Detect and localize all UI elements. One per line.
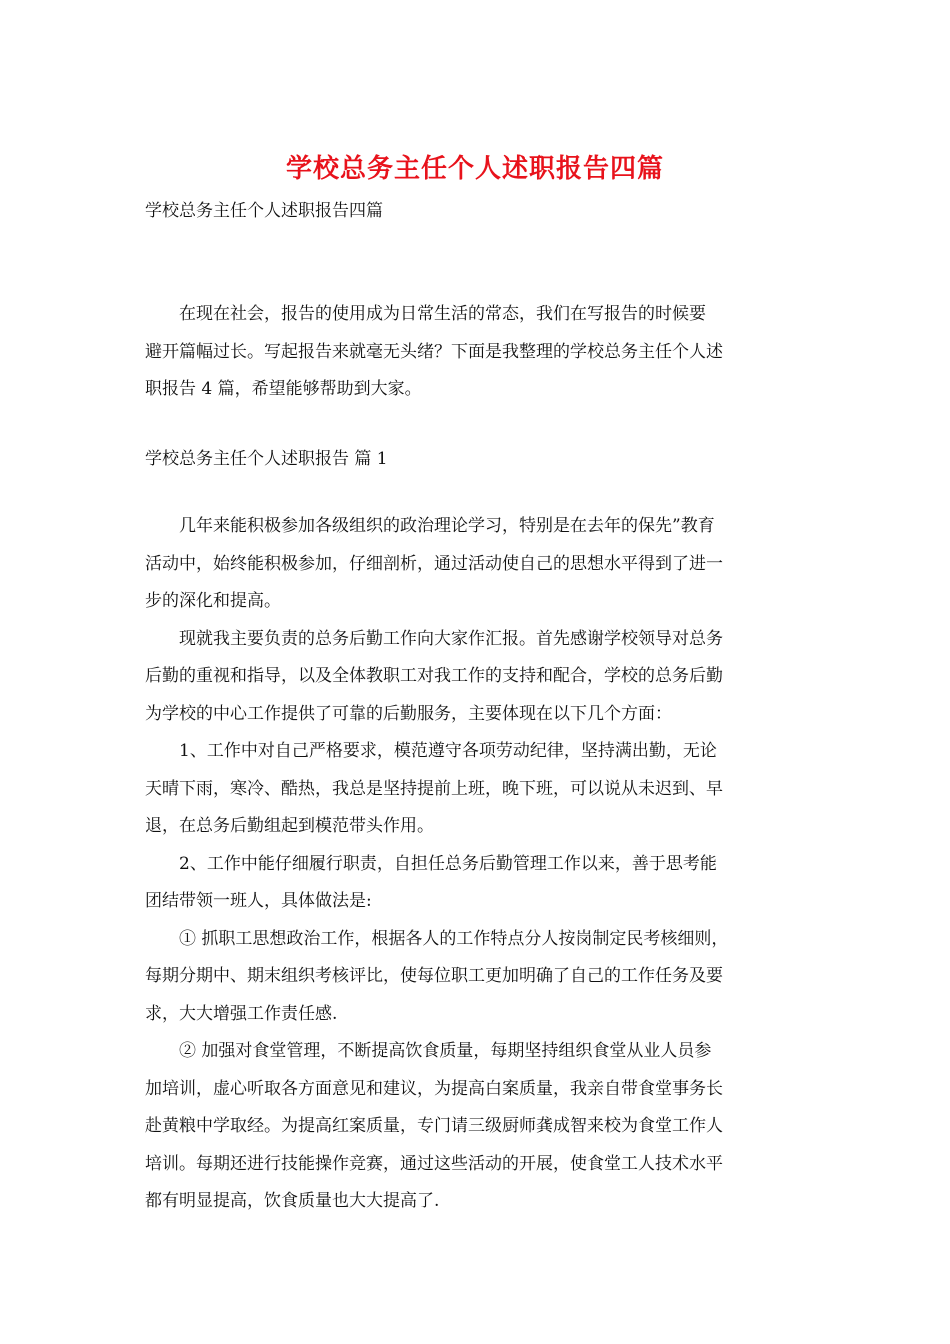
body-line: 活动中，始终能积极参加，仔细剖析，通过活动使自己的思想水平得到了进一 [145,553,723,574]
section-heading: 学校总务主任个人述职报告 篇 1 [145,449,388,469]
body-line: 几年来能积极参加各级组织的政治理论学习，特别是在去年的保先”教育 [145,516,715,536]
body-line: 每期分期中、期末组织考核评比，使每位职工更加明确了自己的工作任务及要 [145,966,723,986]
body-line: 退，在总务后勤组起到模范带头作用。 [145,816,434,836]
section-body [145,508,810,1221]
intro-line: 避开篇幅过长。写起报告来就毫无头绪？下面是我整理的学校总务主任个人述 [145,341,723,362]
body-line: 天晴下雨，寒冷、酷热，我总是坚持提前上班，晚下班，可以说从未迟到、早 [145,778,723,799]
document-subtitle: 学校总务主任个人述职报告四篇 [145,201,383,221]
body-line: 求，大大增强工作责任感. [145,1003,338,1024]
document-title: 学校总务主任个人述职报告四篇 [285,154,664,184]
body-line: 都有明显提高，饮食质量也大大提高了. [145,1191,440,1211]
intro-line: 在现在社会，报告的使用成为日常生活的常态，我们在写报告的时候要 [145,304,706,324]
body-line: ① 抓职工思想政治工作，根据各人的工作特点分人按岗制定民考核细则， [145,928,729,949]
body-line: 团结带领一班人，具体做法是: [145,891,372,911]
body-line: 赴黄粮中学取经。为提高红案质量，专门请三级厨师龚成智来校为食堂工作人 [145,1116,723,1136]
body-line: 为学校的中心工作提供了可靠的后勤服务，主要体现在以下几个方面： [145,703,672,724]
intro-line: 职报告 4 篇，希望能够帮助到大家。 [145,379,422,399]
body-line: 现就我主要负责的总务后勤工作向大家作汇报。首先感谢学校领导对总务 [145,628,723,649]
body-line: 2、工作中能仔细履行职责，自担任总务后勤管理工作以来，善于思考能 [145,853,717,874]
body-line: 1、工作中对自己严格要求，模范遵守各项劳动纪律，坚持满出勤，无论 [145,741,717,761]
body-line: 加培训，虚心听取各方面意见和建议，为提高白案质量，我亲自带食堂事务长 [145,1078,723,1099]
body-line: 后勤的重视和指导，以及全体教职工对我工作的支持和配合，学校的总务后勤 [145,666,723,686]
body-line: 步的深化和提高。 [145,591,281,611]
intro-paragraph [145,296,810,409]
body-line: 培训。每期还进行技能操作竞赛，通过这些活动的开展，使食堂工人技术水平 [145,1153,723,1174]
body-line: ② 加强对食堂管理，不断提高饮食质量，每期坚持组织食堂从业人员参 [145,1041,712,1061]
